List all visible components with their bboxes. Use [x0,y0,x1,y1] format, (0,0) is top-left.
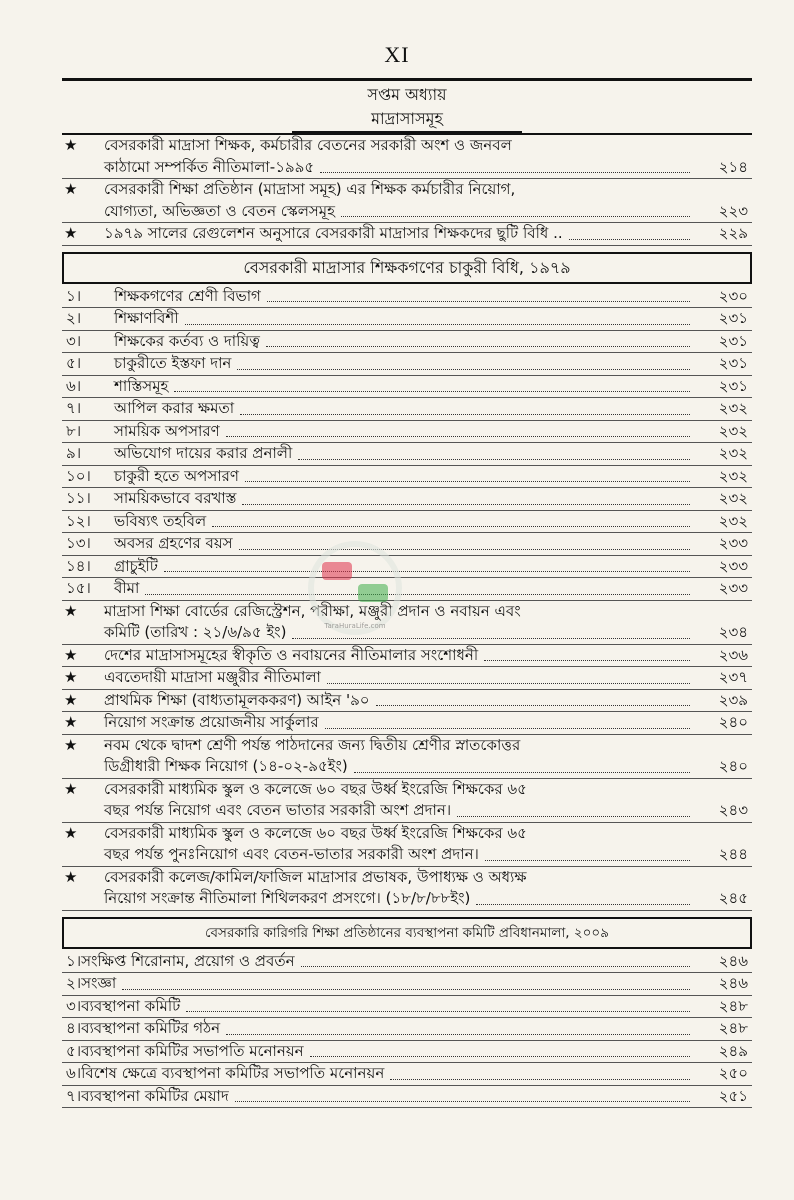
dot-leader [145,594,690,595]
entry-line-text: অবসর গ্রহণের বয়স [114,534,233,552]
entry-line-text: ডিগ্রীধারী শিক্ষক নিয়োগ (১৪-০২-৯৫ইং) [104,757,348,775]
entry-line-last [104,800,694,822]
entry-line-text: এবতেদায়ী মাদ্রাসা মঞ্জুরীর নীতিমালা [104,668,321,686]
entry-line-text: কমিটি (তারিখ : ২১/৬/৯৫ ইং) [104,623,287,641]
entry-text [104,779,694,822]
entry-line-text: নিয়োগ সংক্রান্ত নীতিমালা শিথিলকরণ প্রসংগে। (১৮/৮/৮৮ইং) [104,889,471,907]
entry-text [104,645,694,667]
entry-line-text: বছর পর্যন্ত পুনঃনিয়োগ এবং বেতন-ভাতার সরকারী অংশ প্রদান। [104,845,479,863]
chapter-subtitle: মাদ্রাসাসমূহ [292,107,522,133]
star-bullet-icon: ★ [64,690,78,709]
entry-page-number: ২৪৪ [718,845,748,863]
entry-page-number: ২৩১ [718,376,748,395]
section-technical-committee-items [62,951,752,1109]
contents-entry [62,223,752,246]
contents-entry [62,823,752,867]
entry-line-text: শিক্ষাণবিশী [114,309,179,327]
dot-leader [484,660,690,661]
dot-leader [354,772,690,773]
entry-page-number: ২৩৩ [718,556,748,575]
entry-text [104,735,694,778]
entry-line-last [104,844,694,866]
contents-entry [62,973,752,996]
entry-text [114,488,694,510]
dot-leader [242,504,690,505]
star-bullet-icon: ★ [64,713,78,731]
entry-line-text: সাময়িকভাবে বরখাস্ত [114,489,237,507]
section-heading-technical-committee: বেসরকারি কারিগরি শিক্ষা প্রতিষ্ঠানের ব্যবস্থাপনা কমিটি প্রবিধানমালা, ২০০৯ [62,917,752,949]
contents-entry [62,735,752,779]
entry-line-text: যোগ্যতা, অভিজ্ঞতা ও বেতন স্কেলসমূহ [104,201,335,220]
dot-leader [457,816,690,817]
dot-leader [240,414,690,415]
entry-line-text: অভিযোগ দায়ের করার প্রনালী [114,444,293,462]
entry-line-text: ব্যবস্থাপনা কমিটির গঠন [81,1019,221,1037]
entry-line-text: চাকুরীতে ইস্তফা দান [114,354,232,372]
contents-entry [62,443,752,466]
contents-entry [62,951,752,974]
entry-line-last [104,756,694,778]
entry-page-number: ২৫১ [718,1086,748,1105]
entry-text [62,1041,694,1063]
entry-line: বেসরকারী মাদ্রাসা শিক্ষক, কর্মচারীর বেতনের সরকারী অংশ ও জনবল [104,136,512,154]
star-bullet-icon: ★ [64,136,78,154]
entry-page-number: ২৩১ [718,331,748,350]
entry-page-number: ২৩৪ [718,623,748,641]
entry-number: ৫। [66,1041,82,1060]
entry-number: ৯। [66,444,82,462]
dot-leader [226,436,690,437]
entry-line: বেসরকারী শিক্ষা প্রতিষ্ঠান (মাদ্রাসা সমূহ) এর শিক্ষক কর্মচারীর নিয়োগ, [104,180,516,198]
contents-entry [62,488,752,511]
entry-number: ৮। [66,421,82,440]
entry-text [114,398,694,420]
dot-leader [186,1011,690,1012]
entry-line-text: নিয়োগ সংক্রান্ত প্রয়োজনীয় সার্কুলার [104,713,319,731]
entry-number: ৭। [66,1086,82,1105]
star-bullet-icon: ★ [64,668,78,686]
entry-page-number: ২৪৬ [718,974,748,992]
entry-text [62,1063,694,1085]
entry-page-number: ২৩২ [718,399,748,417]
contents-entry [62,376,752,399]
dot-leader [298,459,690,460]
entry-number: ৬। [66,376,82,395]
star-bullet-icon: ★ [64,224,78,242]
entry-text [114,286,694,308]
star-bullet-icon: ★ [64,779,78,798]
dot-leader [235,1101,690,1102]
entry-line-text: সংক্ষিপ্ত শিরোনাম, প্রয়োগ ও প্রবর্তন [81,951,295,970]
entry-page-number: ২৩৬ [718,645,748,664]
entry-page-number: ২৩২ [718,489,748,507]
entry-text [104,690,694,712]
entry-number: ২। [66,309,82,327]
dot-leader [245,481,690,482]
entry-page-number: ২৪০ [718,713,748,731]
entry-line-last [104,690,694,712]
entry-line: নবম থেকে দ্বাদশ শ্রেণী পর্যন্ত পাঠদানের জন্য দ্বিতীয় শ্রেণীর স্নাতকোত্তর [104,735,521,754]
entry-text [104,712,694,734]
contents-entry [62,331,752,354]
contents-entry [62,421,752,444]
entry-line-text: ভবিষ্যৎ তহবিল [114,511,207,530]
contents-entry [62,667,752,690]
entry-page-number: ২৩৩ [718,534,748,552]
site-logo-watermark [300,540,410,640]
entry-number: ৫। [66,354,82,372]
entry-text [114,466,694,488]
dot-leader [226,1034,690,1035]
entry-page-number: ২৫০ [718,1064,748,1082]
entry-line: মাদ্রাসা শিক্ষা বোর্ডের রেজিস্ট্রেশন, পরীক্ষা, মঞ্জুরী প্রদান ও নবায়ন এবং [104,601,521,620]
entry-line-text: শিক্ষকগণের শ্রেণী বিভাগ [114,286,261,305]
star-bullet-icon: ★ [64,823,78,842]
entry-line-text: বছর পর্যন্ত নিয়োগ এবং বেতন ভাতার সরকারী অংশ প্রদান। [104,801,452,819]
star-bullet-icon: ★ [64,867,78,886]
entry-page-number: ২৩৭ [718,668,748,686]
contents-entry [62,135,752,179]
entry-line-text: ব্যবস্থাপনা কমিটির সভাপতি মনোনয়ন [81,1041,304,1060]
page-number: XI [384,42,410,67]
star-bullet-icon: ★ [64,601,78,620]
entry-number: ৪। [66,1019,82,1037]
entry-text [104,667,694,689]
entry-number: ১১। [66,489,91,507]
entry-line-text: সংজ্ঞা [81,974,117,992]
entry-text [104,135,694,178]
contents-entry [62,690,752,713]
entry-text [104,823,694,866]
dot-leader [237,369,690,370]
entry-line-text: শাস্তিসমূহ [114,376,169,395]
entry-page-number: ২৪৬ [718,951,748,970]
entry-line: বেসরকারী মাধ্যমিক স্কুল ও কলেজে ৬০ বছর উর্ধ্ব ইংরেজি শিক্ষকের ৬৫ [104,823,527,842]
contents-entry [62,308,752,331]
dot-leader [310,1056,690,1057]
contents-entry [62,996,752,1019]
dot-leader [390,1079,690,1080]
entry-line-last [104,223,694,245]
dot-leader [185,324,690,325]
contents-entry [62,398,752,421]
entry-line-last [104,888,694,910]
star-bullet-icon: ★ [64,180,78,198]
entry-line-text: বিশেষ ক্ষেত্রে ব্যবস্থাপনা কমিটির সভাপতি মনোনয়ন [81,1064,385,1082]
entry-text [104,179,694,222]
entry-line-text: দেশের মাদ্রাসাসমূহের স্বীকৃতি ও নবায়নের নীতিমালার সংশোধনী [104,645,479,664]
entry-text [62,996,694,1018]
entry-text [114,331,694,353]
entry-line-last [104,157,694,179]
entry-text [114,308,694,330]
entry-page-number: ২৪৫ [718,889,748,907]
entry-page-number: ২৩০ [718,286,748,305]
entry-page-number: ২৩২ [718,444,748,462]
contents-entry [62,712,752,735]
chapter-title: সপ্তম অধ্যায় [367,85,447,104]
dot-leader [320,172,690,173]
entry-line-last [104,201,694,223]
entry-page-number: ২৪৮ [718,1019,748,1037]
dot-leader [212,526,690,527]
chapter-header [62,107,752,135]
entry-page-number: ২৩৯ [718,690,748,709]
dot-leader [301,966,690,967]
entry-text [62,973,694,995]
entry-page-number: ২৩১ [718,354,748,372]
section-heading-service-rules: বেসরকারী মাদ্রাসার শিক্ষকগণের চাকুরী বিধি, ১৯৭৯ [62,252,752,284]
contents-entry [62,1041,752,1064]
entry-text [114,376,694,398]
dot-leader [485,860,690,861]
entry-text [114,443,694,465]
entry-page-number: ২৩৩ [718,579,748,597]
contents-entry [62,1018,752,1041]
contents-entry [62,867,752,911]
entry-line: বেসরকারী মাধ্যমিক স্কুল ও কলেজে ৬০ বছর উর্ধ্ব ইংরেজি শিক্ষকের ৬৫ [104,779,527,798]
entry-number: ১। [66,286,82,305]
entry-page-number: ২৪৯ [718,1041,748,1060]
contents-entry [62,1063,752,1086]
entry-page-number: ২৪৮ [718,996,748,1015]
svg-text:TaraHuraLife.com: TaraHuraLife.com [324,622,386,630]
contents-entry [62,511,752,534]
entry-page-number: ২৩২ [718,421,748,440]
dot-leader [164,571,690,572]
contents-entry [62,286,752,309]
entry-page-number: ২১৪ [718,157,748,176]
entry-page-number: ২৩১ [718,309,748,327]
entry-line-text: ব্যবস্থাপনা কমিটির মেয়াদ [81,1086,229,1105]
entry-text [104,867,694,910]
section-circulars [62,601,752,911]
star-bullet-icon: ★ [64,645,78,664]
dot-leader [174,391,690,392]
entry-page-number: ২২৩ [718,201,748,220]
dot-leader [122,989,690,990]
contents-entry [62,466,752,489]
entry-number: ৩। [66,996,82,1015]
entry-number: ৭। [66,399,82,417]
dot-leader [376,705,690,706]
entry-line-last [104,645,694,667]
entry-text [114,421,694,443]
entry-text [114,353,694,375]
entry-number: ১০। [66,466,91,485]
entry-line-last [104,712,694,734]
dot-leader [325,728,690,729]
section-madrasa-policies [62,135,752,246]
entry-page-number: ২৪৩ [718,801,748,819]
entry-line-last [104,667,694,689]
contents-entry [62,645,752,668]
entry-text [104,223,694,245]
entry-number: ১৫। [66,579,91,597]
dot-leader [341,216,690,217]
dot-leader [267,301,690,302]
entry-line-text: সাময়িক অপসারণ [114,421,220,440]
entry-number: ১২। [66,511,91,530]
entry-line-text: চাকুরী হতে অপসারণ [114,466,239,485]
dot-leader [476,904,690,905]
entry-line: বেসরকারী কলেজ/কামিল/ফাজিল মাদ্রাসার প্রভাষক, উপাধ্যক্ষ ও অধ্যক্ষ [104,867,527,886]
entry-text [62,1018,694,1040]
contents-entry [62,179,752,223]
contents-entry [62,1086,752,1109]
entry-page-number: ২৩২ [718,511,748,530]
entry-number: ২। [66,974,82,992]
star-bullet-icon: ★ [64,735,78,754]
dot-leader [327,683,690,684]
entry-number: ১৪। [66,556,91,575]
entry-text [114,511,694,533]
entry-page-number: ২২৯ [718,224,748,242]
entry-line-text: শিক্ষকের কর্তব্য ও দায়িত্ব [114,331,260,350]
entry-line-text: কাঠামো সম্পর্কিত নীতিমালা-১৯৯৫ [104,157,315,176]
entry-text [62,1086,694,1108]
entry-line-text: ব্যবস্থাপনা কমিটি [81,996,181,1015]
contents-entry [62,779,752,823]
entry-number: ৩। [66,331,82,350]
entry-line-text: আপিল করার ক্ষমতা [114,399,235,417]
entry-text [62,951,694,973]
entry-line-text: বীমা [114,579,140,597]
entry-number: ১। [66,951,82,970]
entry-page-number: ২৩২ [718,466,748,485]
dot-leader [569,239,690,240]
entry-number: ৬। [66,1064,82,1082]
entry-line-text: গ্রাচুইটি [114,556,158,575]
contents-entry [62,353,752,376]
entry-line-text: ১৯৭৯ সালের রেগুলেশন অনুসারে বেসরকারী মাদ্রাসার শিক্ষকদের ছুটি বিধি .. [104,224,563,242]
dot-leader [266,346,690,347]
entry-line-text: প্রাথমিক শিক্ষা (বাধ্যতামূলককরণ) আইন '৯০ [104,690,370,709]
entry-number: ১৩। [66,534,91,552]
entry-page-number: ২৪০ [718,757,748,775]
